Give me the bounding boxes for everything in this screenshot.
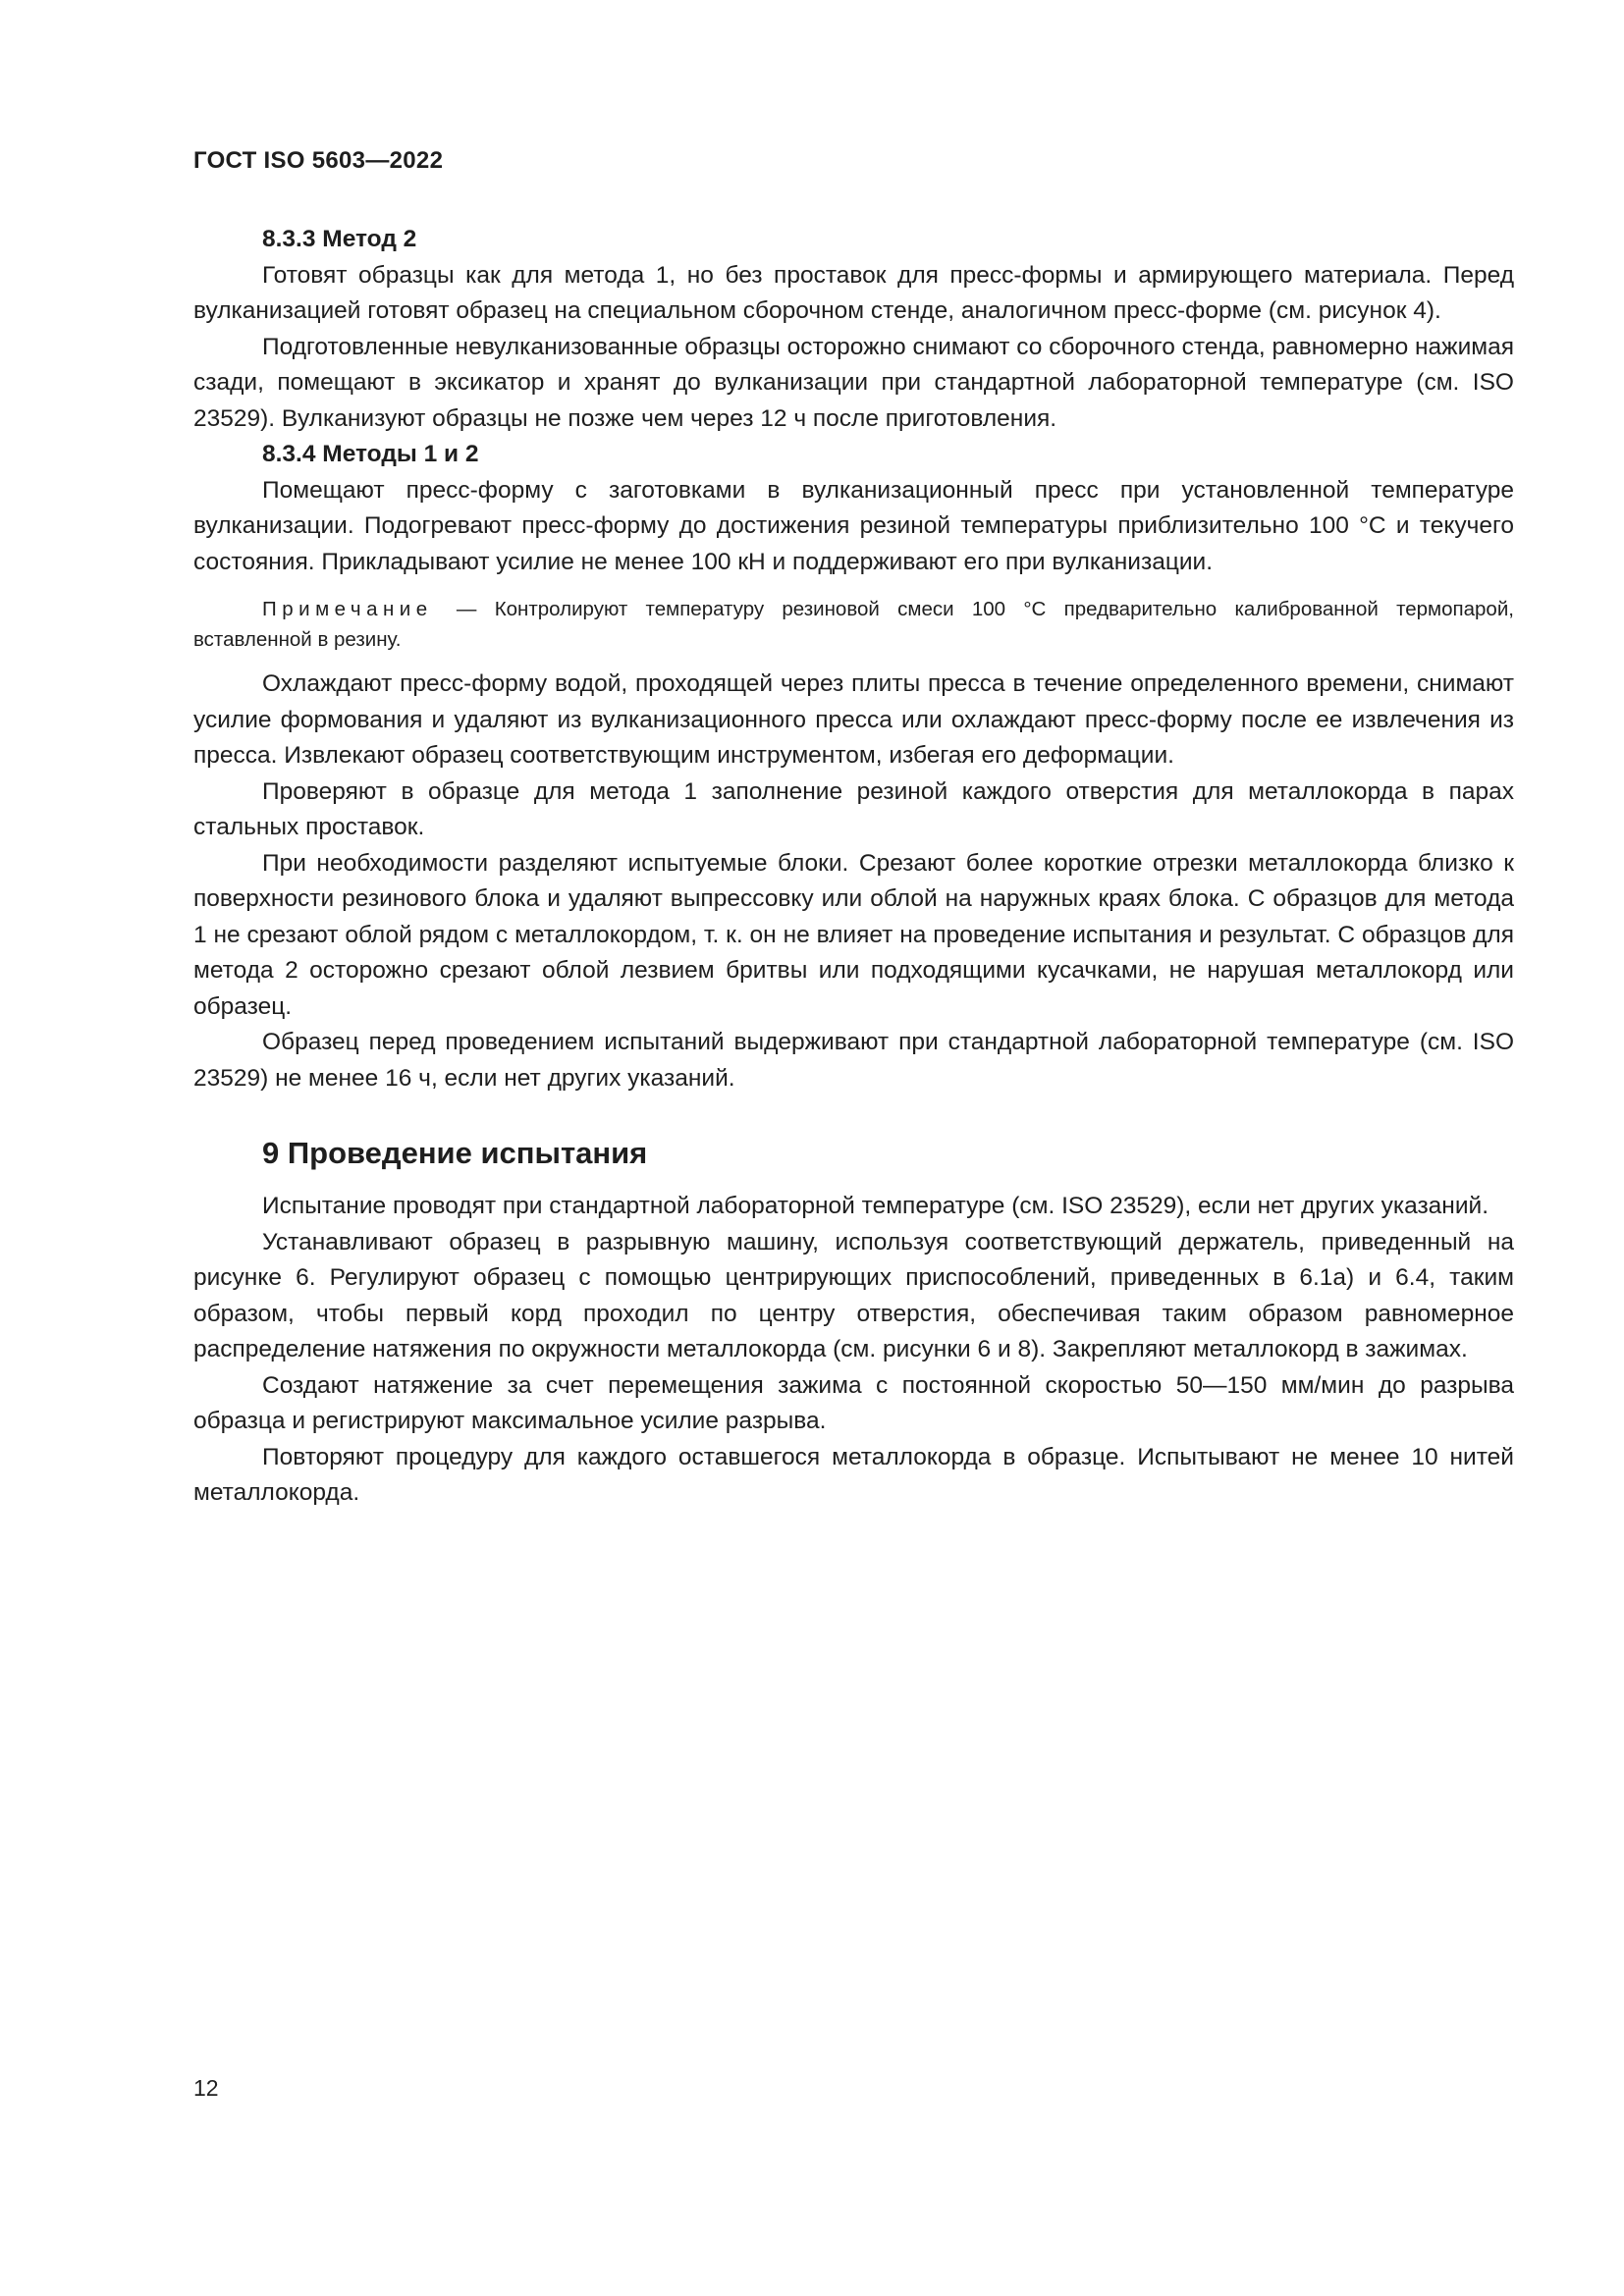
section-9-heading: 9 Проведение испытания [262, 1136, 648, 1170]
paragraph: Проверяют в образце для метода 1 заполнение резиной каждого отверстия для металлокорда в парах стальных проставок. [193, 777, 1514, 840]
note-text: Контролируют температуру резиновой смеси 100 °С предварительно калиброванной термопарой, вставленной в резину. [193, 598, 1514, 651]
paragraph: Охлаждают пресс-форму водой, проходящей через плиты пресса в течение определенного времени, снимают усилие формования и удаляют из вулканизационного пресса или охлаждают пресс-форму после ее извлечения из пресса. Извлекают образец соответствующим инструментом, избегая его деформации. [193, 670, 1514, 769]
paragraph: Готовят образцы как для метода 1, но без проставок для пресс-формы и армирующего материала. Перед вулканизацией готовят образец на специальном сборочном стенде, аналогичном пресс-форме (см. рисунок 4). [193, 261, 1514, 324]
page-content [193, 222, 1514, 1512]
section-8-3-3-heading: 8.3.3 Метод 2 [262, 226, 417, 252]
paragraph: Образец перед проведением испытаний выдерживают при стандартной лабораторной температуре (см. ISO 23529) не менее 16 ч, если нет других указаний. [193, 1029, 1514, 1092]
note-dash: — [438, 598, 495, 620]
document-header: ГОСТ ISO 5603—2022 [193, 147, 444, 174]
paragraph: Испытание проводят при стандартной лабораторной температуре (см. ISO 23529), если нет других указаний. [262, 1193, 1489, 1219]
note-label: Примечание [262, 598, 433, 620]
page-number: 12 [193, 2075, 219, 2101]
note [193, 594, 1514, 655]
paragraph: Создают натяжение за счет перемещения зажима с постоянной скоростью 50—150 мм/мин до разрыва образца и регистрируют максимальное усилие разрыва. [193, 1371, 1514, 1434]
paragraph: Устанавливают образец в разрывную машину, используя соответствующий держатель, приведенный на рисунке 6. Регулируют образец с помощью центрирующих приспособлений, приведенных в 6.1а) и 6.4, таким образом, чтобы первый корд проходил по центру отверстия, обеспечивая таким образом равномерное распределение натяжения по окружности металлокорда (см. рисунки 6 и 8). Закрепляют металлокорд в зажимах. [193, 1228, 1514, 1362]
paragraph: Подготовленные невулканизованные образцы осторожно снимают со сборочного стенда, равномерно нажимая сзади, помещают в эксикатор и хранят до вулканизации при стандартной лабораторной температуре (см. ISO 23529). Вулканизуют образцы не позже чем через 12 ч после приготовления. [193, 333, 1514, 432]
paragraph: Помещают пресс-форму с заготовками в вулканизационный пресс при установленной температуре вулканизации. Подогревают пресс-форму до достижения резиной температуры приблизительно 100 °С и текучего состояния. Прикладывают усилие не менее 100 кН и поддерживают его при вулканизации. [193, 476, 1514, 575]
paragraph: При необходимости разделяют испытуемые блоки. Срезают более короткие отрезки металлокорда близко к поверхности резинового блока и удаляют выпрессовку или облой на наружных краях блока. С образцов для метода 1 не срезают облой рядом с металлокордом, т. к. он не влияет на проведение испытания и результат. С образцов для метода 2 осторожно срезают облой лезвием бритвы или подходящими кусачками, не нарушая металлокорд или образец. [193, 849, 1514, 1020]
paragraph: Повторяют процедуру для каждого оставшегося металлокорда в образце. Испытывают не менее 10 нитей металлокорда. [193, 1443, 1514, 1506]
section-8-3-4-heading: 8.3.4 Методы 1 и 2 [262, 441, 479, 467]
